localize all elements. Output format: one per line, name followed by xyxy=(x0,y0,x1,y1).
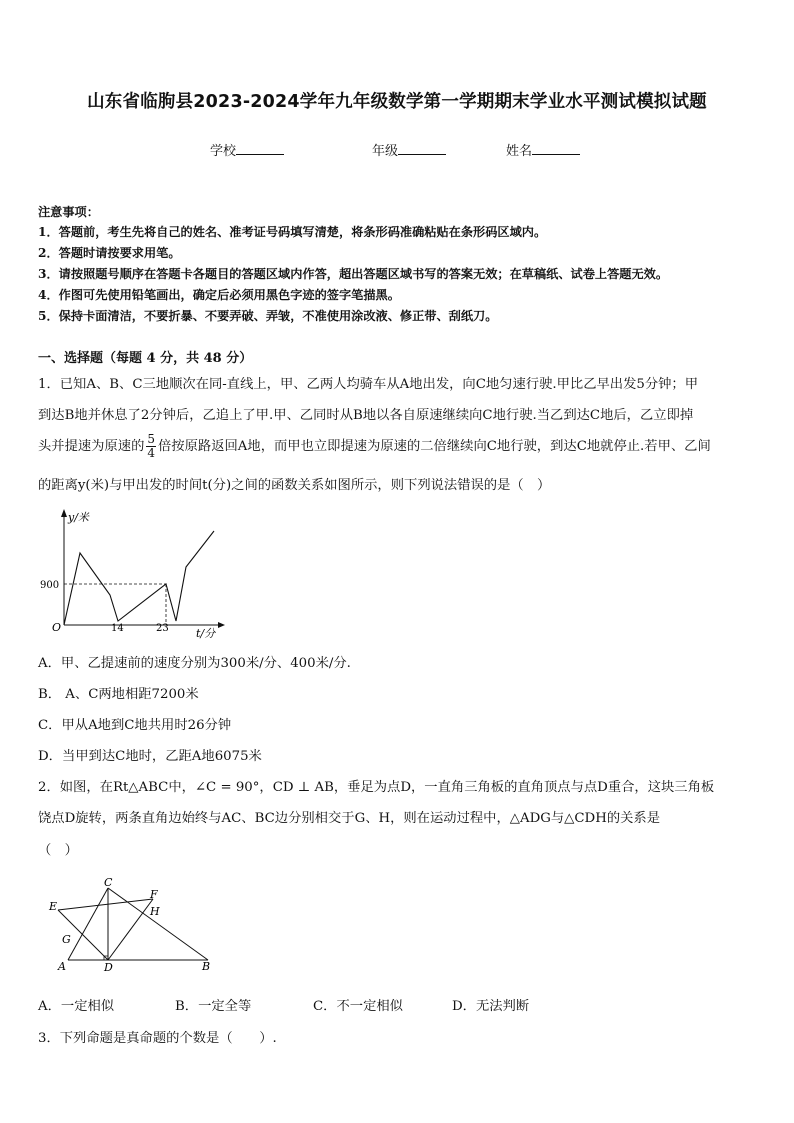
grade-blank xyxy=(398,142,446,155)
y-axis-label: y/米 xyxy=(68,511,89,524)
notice-item: 2．答题时请按要求用笔。 xyxy=(38,246,181,260)
q1-line1: 1．已知A、B、C三地顺次在同-直线上，甲、乙两人均骑车从A地出发，向C地匀速行驶.甲比乙早出发5分钟；甲 xyxy=(38,377,699,392)
q2-line2: 饶点D旋转，两条直角边始终与AC、BC边分别相交于G、H，则在运动过程中，△ADG与△CDH的关系是 xyxy=(38,811,661,826)
label-h: H xyxy=(150,905,160,918)
label-d: D xyxy=(104,961,113,974)
q2-option-c: C．不一定相似 xyxy=(313,999,403,1014)
q2-option-b: B．一定全等 xyxy=(175,999,252,1014)
label-c: C xyxy=(104,876,113,889)
notice-item: 1．答题前，考生先将自己的姓名、准考证号码填写清楚，将条形码准确粘贴在条形码区域内。 xyxy=(38,225,547,239)
triangle-figure xyxy=(38,872,228,977)
q1-line3 xyxy=(38,433,711,460)
origin-label: O xyxy=(52,621,62,634)
school-label: 学校 xyxy=(210,144,237,159)
x-tick-23: 23 xyxy=(156,623,169,634)
fraction-numerator: 5 xyxy=(147,432,156,446)
distance-curve xyxy=(64,531,214,625)
name-field xyxy=(506,140,580,159)
label-a: A xyxy=(58,960,66,973)
notice-heading: 注意事项： xyxy=(38,205,99,219)
page-title: 山东省临朐县2023-2024学年九年级数学第一学期期末学业水平测试模拟试题 xyxy=(87,92,707,112)
q3-line1: 3．下列命题是真命题的个数是（ ）. xyxy=(38,1031,277,1046)
fraction-denominator: 4 xyxy=(147,446,156,460)
segment-ac xyxy=(68,888,108,960)
q1-option-b: B． A、C两地相距7200米 xyxy=(38,687,199,702)
segment-cb xyxy=(108,888,208,960)
y-tick-900: 900 xyxy=(40,580,60,591)
x-tick-14: 14 xyxy=(111,623,124,634)
x-axis-label: t/分 xyxy=(196,627,216,640)
q2-option-d: D．无法判断 xyxy=(452,999,530,1014)
q1-line3-end: 倍按原路返回A地，而甲也立即提速为原速的二倍继续向C地行驶，到达C地就停止.若甲、乙间 xyxy=(158,439,711,454)
q2-line3: （ ） xyxy=(38,843,78,858)
q1-line4: 的距离y(米)与甲出发的时间t(分)之间的函数关系如图所示，则下列说法错误的是（ ） xyxy=(38,478,551,493)
label-f: F xyxy=(150,888,158,901)
q1-line2: 到达B地并休息了2分钟后，乙追上了甲.甲、乙同时从B地以各自原速继续向C地行驶.当乙到达C地后，乙立即掉 xyxy=(38,408,694,423)
grade-field xyxy=(372,140,446,159)
fraction xyxy=(146,433,156,460)
notice-item: 4．作图可先使用铅笔画出，确定后必须用黑色字迹的签字笔描黑。 xyxy=(38,288,400,302)
notice-item: 3．请按照题号顺序在答题卡各题目的答题区域内作答，超出答题区域书写的答案无效；在草稿纸、试卷上答题无效。 xyxy=(38,267,669,281)
x-axis-arrow-icon xyxy=(218,622,225,628)
q2-line1: 2．如图，在Rt△ABC中，∠C = 90°，CD ⊥ AB，垂足为点D，一直角三角板的直角顶点与点D重合，这块三角板 xyxy=(38,780,715,795)
notice-item: 5．保持卡面清洁，不要折暴、不要弄破、弄皱，不准使用涂改液、修正带、刮纸刀。 xyxy=(38,309,498,323)
label-b: B xyxy=(202,960,211,973)
distance-time-graph xyxy=(38,505,228,645)
segment-ef xyxy=(58,899,153,910)
section-heading: 一、选择题（每题 4 分，共 48 分） xyxy=(38,351,253,366)
q1-line3-start: 头并提速为原速的 xyxy=(38,439,145,454)
school-blank xyxy=(236,142,284,155)
q1-option-d: D．当甲到达C地时，乙距A地6075米 xyxy=(38,749,262,764)
grade-label: 年级 xyxy=(372,144,399,159)
segment-df xyxy=(108,899,153,960)
q2-option-a: A．一定相似 xyxy=(38,999,115,1014)
name-label: 姓名 xyxy=(506,144,533,159)
label-e: E xyxy=(49,900,58,913)
y-axis-arrow-icon xyxy=(61,509,67,517)
label-g: G xyxy=(62,933,71,946)
q1-option-a: A．甲、乙提速前的速度分别为300米/分、400米/分. xyxy=(38,656,351,671)
school-field xyxy=(210,140,284,159)
name-blank xyxy=(532,142,580,155)
q1-option-c: C．甲从A地到C地共用时26分钟 xyxy=(38,718,232,733)
